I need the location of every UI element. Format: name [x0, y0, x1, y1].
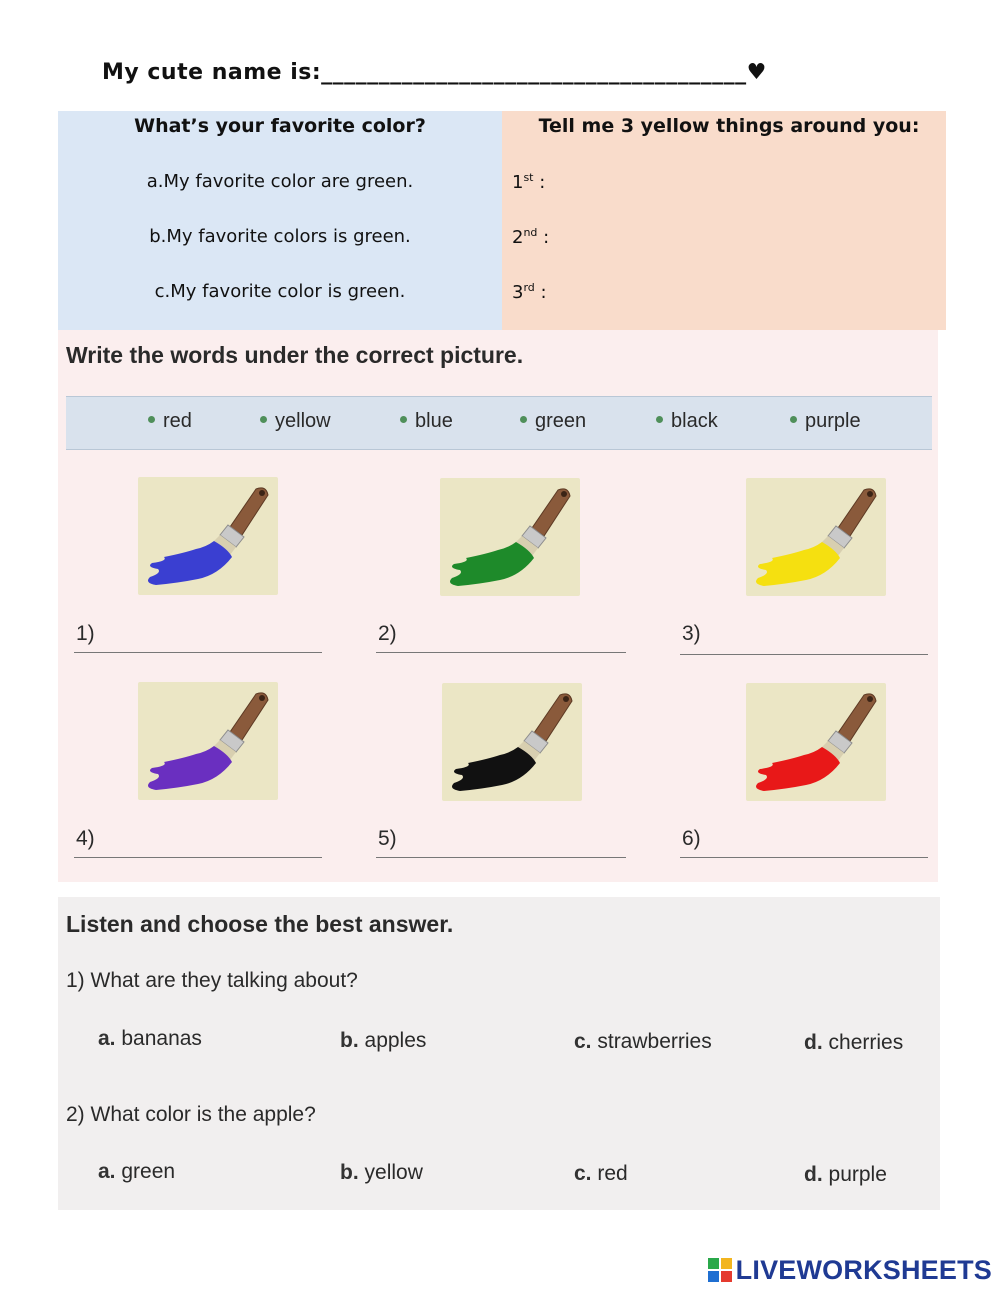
question-2: 2) What color is the apple?	[66, 1103, 316, 1126]
answer-line-6[interactable]	[680, 857, 928, 858]
exercise-write-words	[58, 330, 938, 882]
favorite-option-c[interactable]: c.My favorite color is green.	[154, 281, 406, 302]
answer-label-1: 1)	[76, 622, 95, 645]
favorite-color-box	[58, 111, 502, 330]
liveworksheets-logo	[708, 1253, 992, 1287]
paintbrush-yellow-picture	[746, 478, 886, 596]
answer-line-1[interactable]	[74, 652, 322, 653]
exercise2-title: Listen and choose the best answer.	[66, 911, 454, 937]
exercise-listen-choose	[58, 897, 940, 1210]
word-purple: purple	[790, 410, 861, 433]
yellow-things-box	[502, 111, 946, 330]
word-blue: blue	[400, 410, 453, 433]
name-prompt: My cute name is:	[102, 60, 322, 85]
answer-label-2: 2)	[378, 622, 397, 645]
word-bank	[66, 396, 932, 450]
q2-option-c[interactable]: c. red	[574, 1162, 628, 1185]
liveworksheets-logo-icon	[708, 1258, 732, 1282]
answer-line-5[interactable]	[376, 857, 626, 858]
answer-label-6: 6)	[682, 827, 701, 850]
logo-text: LIVEWORKSHEETS	[735, 1254, 992, 1285]
answer-label-4: 4)	[76, 827, 95, 850]
name-input-line[interactable]: _____________________________________	[321, 60, 747, 85]
answer-label-5: 5)	[378, 827, 397, 850]
q2-option-d[interactable]: d. purple	[804, 1163, 887, 1186]
paintbrush-black-picture	[442, 683, 582, 801]
heart-icon: ♥	[746, 60, 767, 85]
q2-option-b[interactable]: b. yellow	[340, 1161, 423, 1184]
favorite-color-heading: What’s your favorite color?	[134, 115, 426, 137]
word-red: red	[148, 410, 192, 433]
q1-option-d[interactable]: d. cherries	[804, 1031, 904, 1054]
q1-option-a[interactable]: a. bananas	[98, 1027, 202, 1050]
word-yellow: yellow	[260, 410, 331, 433]
q1-option-b[interactable]: b. apples	[340, 1029, 427, 1052]
favorite-option-a[interactable]: a.My favorite color are green.	[146, 171, 414, 192]
favorite-option-b[interactable]: b.My favorite colors is green.	[149, 226, 411, 247]
yellow-things-heading: Tell me 3 yellow things around you:	[538, 115, 920, 137]
answer-line-3[interactable]	[680, 654, 928, 655]
yellow-item-3[interactable]: 3rd :	[512, 281, 547, 303]
paintbrush-purple-picture	[138, 682, 278, 800]
exercise1-title: Write the words under the correct picture.	[66, 342, 524, 368]
answer-line-4[interactable]	[74, 857, 322, 858]
answer-line-2[interactable]	[376, 652, 626, 653]
word-green: green	[520, 410, 586, 433]
yellow-item-1[interactable]: 1st :	[512, 171, 546, 193]
paintbrush-green-picture	[440, 478, 580, 596]
q1-option-c[interactable]: c. strawberries	[574, 1030, 712, 1053]
answer-label-3: 3)	[682, 622, 701, 645]
question-1: 1) What are they talking about?	[66, 969, 358, 992]
paintbrush-blue-picture	[138, 477, 278, 595]
yellow-item-2[interactable]: 2nd :	[512, 226, 550, 248]
word-black: black	[656, 410, 718, 433]
name-row	[102, 60, 767, 85]
q2-option-a[interactable]: a. green	[98, 1160, 176, 1183]
paintbrush-red-picture	[746, 683, 886, 801]
